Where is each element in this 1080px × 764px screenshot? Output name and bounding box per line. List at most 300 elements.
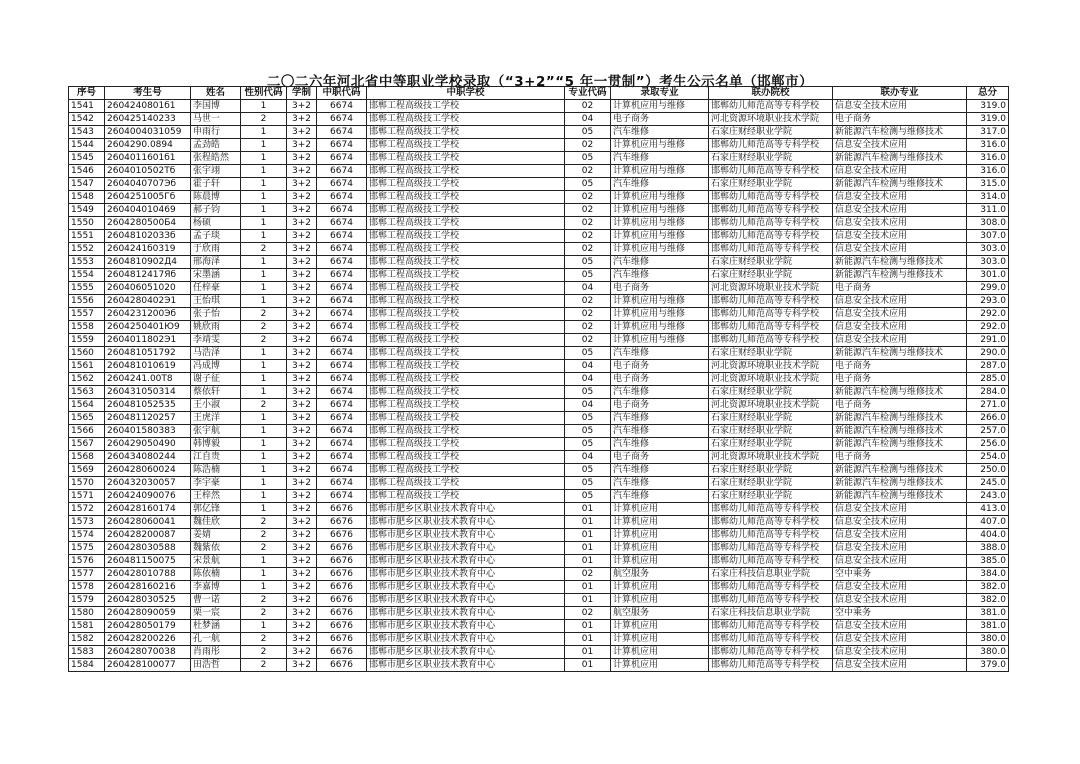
cell-name: 王虎洋 xyxy=(191,412,241,425)
cell-school-code: 6674 xyxy=(317,360,367,373)
cell-program-length: 3+2 xyxy=(287,399,317,412)
table-row xyxy=(69,529,1009,542)
cell-total-score: 303.0 xyxy=(967,243,1009,256)
cell-total-score: 382.0 xyxy=(967,594,1009,607)
cell-partner-major: 信息安全技术应用 xyxy=(833,503,967,516)
cell-program-length: 3+2 xyxy=(287,659,317,672)
cell-partner-college: 邯郸幼儿师范高等专科学校 xyxy=(709,594,833,607)
cell-name: 韩博毅 xyxy=(191,438,241,451)
cell-school-code: 6674 xyxy=(317,477,367,490)
cell-major-code: 04 xyxy=(565,360,611,373)
cell-major: 汽车维修 xyxy=(611,438,709,451)
cell-school-code: 6676 xyxy=(317,607,367,620)
cell-major: 计算机应用与维修 xyxy=(611,217,709,230)
cell-school: 邯郸工程高级技工学校 xyxy=(367,243,565,256)
table-header-row xyxy=(69,87,1009,100)
cell-name: 曹一诺 xyxy=(191,594,241,607)
cell-school: 邯郸市肥乡区职业技术教育中心 xyxy=(367,555,565,568)
cell-index: 1548 xyxy=(69,191,105,204)
table-row xyxy=(69,477,1009,490)
table-row xyxy=(69,139,1009,152)
cell-major: 汽车维修 xyxy=(611,477,709,490)
cell-partner-college: 邯郸幼儿师范高等专科学校 xyxy=(709,308,833,321)
cell-school: 邯郸工程高级技工学校 xyxy=(367,256,565,269)
cell-school-code: 6674 xyxy=(317,139,367,152)
cell-partner-major: 信息安全技术应用 xyxy=(833,516,967,529)
table-row xyxy=(69,581,1009,594)
table-row xyxy=(69,542,1009,555)
table-row xyxy=(69,412,1009,425)
table-row xyxy=(69,438,1009,451)
cell-name: 肖雨彤 xyxy=(191,646,241,659)
cell-partner-major: 空中乘务 xyxy=(833,607,967,620)
cell-name: 姚欣雨 xyxy=(191,321,241,334)
cell-school: 邯郸市肥乡区职业技术教育中心 xyxy=(367,529,565,542)
cell-name: 马世一 xyxy=(191,113,241,126)
cell-exam-number: 260428070038 xyxy=(105,646,191,659)
cell-major-code: 04 xyxy=(565,373,611,386)
table-row xyxy=(69,347,1009,360)
table-row xyxy=(69,516,1009,529)
cell-partner-college: 石家庄财经职业学院 xyxy=(709,269,833,282)
cell-index: 1581 xyxy=(69,620,105,633)
cell-name: 李嘉博 xyxy=(191,581,241,594)
cell-name: 栗一宸 xyxy=(191,607,241,620)
cell-major: 计算机应用与维修 xyxy=(611,230,709,243)
cell-school-code: 6676 xyxy=(317,516,367,529)
cell-major: 计算机应用 xyxy=(611,581,709,594)
cell-partner-major: 新能源汽车检测与维修技术 xyxy=(833,256,967,269)
cell-exam-number: 260481150075 xyxy=(105,555,191,568)
cell-major: 电子商务 xyxy=(611,360,709,373)
cell-program-length: 3+2 xyxy=(287,308,317,321)
cell-exam-number: 260428050179 xyxy=(105,620,191,633)
cell-major-code: 01 xyxy=(565,529,611,542)
cell-index: 1559 xyxy=(69,334,105,347)
table-row xyxy=(69,360,1009,373)
cell-major-code: 01 xyxy=(565,594,611,607)
cell-major-code: 05 xyxy=(565,412,611,425)
cell-index: 1567 xyxy=(69,438,105,451)
cell-partner-college: 邯郸幼儿师范高等专科学校 xyxy=(709,217,833,230)
cell-major-code: 02 xyxy=(565,308,611,321)
cell-total-score: 290.0 xyxy=(967,347,1009,360)
cell-partner-college: 邯郸幼儿师范高等专科学校 xyxy=(709,230,833,243)
cell-exam-number: 260428030525 xyxy=(105,594,191,607)
cell-name: 江自贵 xyxy=(191,451,241,464)
cell-gender-code: 2 xyxy=(241,542,287,555)
cell-program-length: 3+2 xyxy=(287,464,317,477)
cell-exam-number: 2604241.00Т8 xyxy=(105,373,191,386)
cell-partner-major: 信息安全技术应用 xyxy=(833,620,967,633)
cell-index: 1565 xyxy=(69,412,105,425)
cell-school-code: 6676 xyxy=(317,542,367,555)
cell-major: 汽车维修 xyxy=(611,152,709,165)
cell-partner-college: 石家庄财经职业学院 xyxy=(709,412,833,425)
cell-total-score: 243.0 xyxy=(967,490,1009,503)
cell-partner-major: 信息安全技术应用 xyxy=(833,555,967,568)
table-row xyxy=(69,503,1009,516)
cell-index: 1551 xyxy=(69,230,105,243)
cell-school-code: 6674 xyxy=(317,438,367,451)
cell-school: 邯郸工程高级技工学校 xyxy=(367,282,565,295)
cell-program-length: 3+2 xyxy=(287,360,317,373)
cell-school: 邯郸工程高级技工学校 xyxy=(367,126,565,139)
table-row xyxy=(69,230,1009,243)
cell-index: 1560 xyxy=(69,347,105,360)
cell-major: 计算机应用 xyxy=(611,503,709,516)
cell-name: 张程皓然 xyxy=(191,152,241,165)
cell-program-length: 3+2 xyxy=(287,503,317,516)
table-row xyxy=(69,282,1009,295)
cell-partner-college: 邯郸幼儿师范高等专科学校 xyxy=(709,165,833,178)
cell-major-code: 05 xyxy=(565,425,611,438)
cell-index: 1557 xyxy=(69,308,105,321)
table-row xyxy=(69,373,1009,386)
cell-major: 汽车维修 xyxy=(611,347,709,360)
cell-total-score: 299.0 xyxy=(967,282,1009,295)
cell-major: 计算机应用 xyxy=(611,620,709,633)
cell-partner-major: 新能源汽车检测与维修技术 xyxy=(833,464,967,477)
cell-major-code: 05 xyxy=(565,152,611,165)
table-row xyxy=(69,659,1009,672)
table-row xyxy=(69,399,1009,412)
cell-school-code: 6676 xyxy=(317,529,367,542)
cell-exam-number: 2604280402Э1 xyxy=(105,295,191,308)
cell-school-code: 6674 xyxy=(317,347,367,360)
cell-school-code: 6676 xyxy=(317,581,367,594)
table-row xyxy=(69,321,1009,334)
cell-partner-major: 新能源汽车检测与维修技术 xyxy=(833,477,967,490)
cell-school: 邯郸市肥乡区职业技术教育中心 xyxy=(367,594,565,607)
cell-total-score: 266.0 xyxy=(967,412,1009,425)
cell-gender-code: 1 xyxy=(241,451,287,464)
cell-program-length: 3+2 xyxy=(287,256,317,269)
cell-partner-major: 信息安全技术应用 xyxy=(833,191,967,204)
cell-major-code: 05 xyxy=(565,178,611,191)
cell-major-code: 01 xyxy=(565,516,611,529)
cell-total-score: 291.0 xyxy=(967,334,1009,347)
cell-name: 李宇豪 xyxy=(191,477,241,490)
cell-gender-code: 1 xyxy=(241,412,287,425)
cell-exam-number: 260428060041 xyxy=(105,516,191,529)
cell-partner-college: 河北资源环境职业技术学院 xyxy=(709,373,833,386)
cell-gender-code: 1 xyxy=(241,438,287,451)
cell-school-code: 6674 xyxy=(317,321,367,334)
cell-program-length: 3+2 xyxy=(287,594,317,607)
cell-school-code: 6674 xyxy=(317,152,367,165)
cell-total-score: 388.0 xyxy=(967,542,1009,555)
cell-school: 邯郸市肥乡区职业技术教育中心 xyxy=(367,542,565,555)
cell-major: 电子商务 xyxy=(611,282,709,295)
cell-program-length: 3+2 xyxy=(287,646,317,659)
cell-school: 邯郸工程高级技工学校 xyxy=(367,373,565,386)
cell-school: 邯郸工程高级技工学校 xyxy=(367,139,565,152)
cell-name: 陈浩楠 xyxy=(191,464,241,477)
cell-index: 1582 xyxy=(69,633,105,646)
table-row xyxy=(69,217,1009,230)
table-row xyxy=(69,607,1009,620)
table-row xyxy=(69,594,1009,607)
cell-index: 1562 xyxy=(69,373,105,386)
cell-school: 邯郸工程高级技工学校 xyxy=(367,451,565,464)
cell-exam-number: 2604250401Ю9 xyxy=(105,321,191,334)
cell-school: 邯郸工程高级技工学校 xyxy=(367,178,565,191)
cell-major-code: 04 xyxy=(565,399,611,412)
cell-major: 计算机应用 xyxy=(611,555,709,568)
cell-index: 1554 xyxy=(69,269,105,282)
cell-school-code: 6674 xyxy=(317,295,367,308)
cell-partner-major: 新能源汽车检测与维修技术 xyxy=(833,412,967,425)
cell-partner-college: 石家庄财经职业学院 xyxy=(709,347,833,360)
cell-index: 1541 xyxy=(69,100,105,113)
cell-major-code: 01 xyxy=(565,620,611,633)
table-row xyxy=(69,308,1009,321)
cell-partner-major: 电子商务 xyxy=(833,113,967,126)
cell-program-length: 3+2 xyxy=(287,529,317,542)
cell-partner-major: 新能源汽车检测与维修技术 xyxy=(833,178,967,191)
cell-program-length: 3+2 xyxy=(287,347,317,360)
cell-school: 邯郸工程高级技工学校 xyxy=(367,425,565,438)
cell-exam-number: 260428200087 xyxy=(105,529,191,542)
cell-major-code: 01 xyxy=(565,633,611,646)
cell-major-code: 02 xyxy=(565,334,611,347)
cell-major: 计算机应用 xyxy=(611,633,709,646)
cell-major: 计算机应用与维修 xyxy=(611,321,709,334)
table-row xyxy=(69,568,1009,581)
cell-name: 李国博 xyxy=(191,100,241,113)
cell-total-score: 384.0 xyxy=(967,568,1009,581)
cell-program-length: 3+2 xyxy=(287,412,317,425)
cell-name: 杜梦涵 xyxy=(191,620,241,633)
cell-school: 邯郸工程高级技工学校 xyxy=(367,308,565,321)
cell-partner-college: 河北资源环境职业技术学院 xyxy=(709,451,833,464)
table-row xyxy=(69,620,1009,633)
cell-school: 邯郸工程高级技工学校 xyxy=(367,334,565,347)
cell-major: 计算机应用与维修 xyxy=(611,139,709,152)
cell-major-code: 05 xyxy=(565,386,611,399)
cell-name: 魏佳欣 xyxy=(191,516,241,529)
col-header: 中职学校 xyxy=(367,87,565,100)
cell-gender-code: 1 xyxy=(241,152,287,165)
cell-partner-college: 河北资源环境职业技术学院 xyxy=(709,399,833,412)
cell-index: 1545 xyxy=(69,152,105,165)
cell-major-code: 05 xyxy=(565,256,611,269)
table-row xyxy=(69,646,1009,659)
table-row xyxy=(69,386,1009,399)
cell-total-score: 380.0 xyxy=(967,633,1009,646)
cell-school-code: 6674 xyxy=(317,113,367,126)
cell-index: 1543 xyxy=(69,126,105,139)
cell-exam-number: 2604231200Эб xyxy=(105,308,191,321)
cell-gender-code: 1 xyxy=(241,100,287,113)
cell-program-length: 3+2 xyxy=(287,425,317,438)
cell-partner-college: 邯郸幼儿师范高等专科学校 xyxy=(709,334,833,347)
cell-major: 航空服务 xyxy=(611,607,709,620)
cell-major-code: 05 xyxy=(565,477,611,490)
cell-school: 邯郸工程高级技工学校 xyxy=(367,230,565,243)
cell-major: 计算机应用与维修 xyxy=(611,204,709,217)
cell-program-length: 3+2 xyxy=(287,100,317,113)
cell-school: 邯郸工程高级技工学校 xyxy=(367,477,565,490)
cell-name: 孟子琰 xyxy=(191,230,241,243)
col-header: 学制 xyxy=(287,87,317,100)
cell-gender-code: 2 xyxy=(241,633,287,646)
cell-program-length: 3+2 xyxy=(287,217,317,230)
cell-partner-college: 石家庄财经职业学院 xyxy=(709,490,833,503)
cell-major-code: 01 xyxy=(565,646,611,659)
cell-total-score: 311.0 xyxy=(967,204,1009,217)
table-row xyxy=(69,243,1009,256)
cell-index: 1549 xyxy=(69,204,105,217)
cell-exam-number: 260428200226 xyxy=(105,633,191,646)
cell-total-score: 303.0 xyxy=(967,256,1009,269)
cell-name: 王小淑 xyxy=(191,399,241,412)
cell-exam-number: 260429050490 xyxy=(105,438,191,451)
table-row xyxy=(69,152,1009,165)
cell-partner-college: 河北资源环境职业技术学院 xyxy=(709,282,833,295)
cell-name: 谢子征 xyxy=(191,373,241,386)
cell-partner-college: 邯郸幼儿师范高等专科学校 xyxy=(709,659,833,672)
cell-school: 邯郸市肥乡区职业技术教育中心 xyxy=(367,607,565,620)
cell-exam-number: 2604810902Д4 xyxy=(105,256,191,269)
cell-gender-code: 2 xyxy=(241,659,287,672)
cell-school-code: 6674 xyxy=(317,230,367,243)
cell-major: 计算机应用与维修 xyxy=(611,191,709,204)
cell-exam-number: 260481051792 xyxy=(105,347,191,360)
cell-school: 邯郸工程高级技工学校 xyxy=(367,165,565,178)
cell-total-score: 254.0 xyxy=(967,451,1009,464)
cell-name: 张宇翊 xyxy=(191,165,241,178)
cell-gender-code: 1 xyxy=(241,386,287,399)
col-header: 联办专业 xyxy=(833,87,967,100)
cell-index: 1552 xyxy=(69,243,105,256)
cell-partner-college: 邯郸幼儿师范高等专科学校 xyxy=(709,516,833,529)
table-row xyxy=(69,425,1009,438)
cell-exam-number: 2604251005Гб xyxy=(105,191,191,204)
cell-partner-major: 新能源汽车检测与维修技术 xyxy=(833,347,967,360)
cell-exam-number: 2604011601б1 xyxy=(105,152,191,165)
col-header: 录取专业 xyxy=(611,87,709,100)
cell-partner-college: 石家庄财经职业学院 xyxy=(709,386,833,399)
cell-name: 马浩泽 xyxy=(191,347,241,360)
cell-school-code: 6674 xyxy=(317,464,367,477)
cell-partner-major: 信息安全技术应用 xyxy=(833,100,967,113)
cell-partner-major: 空中乘务 xyxy=(833,568,967,581)
table-body xyxy=(69,100,1009,672)
cell-index: 1568 xyxy=(69,451,105,464)
table-row xyxy=(69,204,1009,217)
cell-name: 任梓豪 xyxy=(191,282,241,295)
cell-major: 汽车维修 xyxy=(611,490,709,503)
cell-gender-code: 2 xyxy=(241,516,287,529)
cell-partner-college: 邯郸幼儿师范高等专科学校 xyxy=(709,646,833,659)
cell-index: 1556 xyxy=(69,295,105,308)
cell-program-length: 3+2 xyxy=(287,321,317,334)
cell-total-score: 382.0 xyxy=(967,581,1009,594)
cell-school-code: 6676 xyxy=(317,659,367,672)
cell-total-score: 250.0 xyxy=(967,464,1009,477)
cell-major-code: 02 xyxy=(565,230,611,243)
cell-school-code: 6674 xyxy=(317,100,367,113)
cell-gender-code: 1 xyxy=(241,295,287,308)
cell-name: 宋墨涵 xyxy=(191,269,241,282)
cell-exam-number: 260428030588 xyxy=(105,542,191,555)
cell-index: 1579 xyxy=(69,594,105,607)
cell-gender-code: 1 xyxy=(241,256,287,269)
cell-index: 1583 xyxy=(69,646,105,659)
cell-exam-number: 260481120257 xyxy=(105,412,191,425)
cell-major: 计算机应用 xyxy=(611,529,709,542)
cell-partner-college: 石家庄财经职业学院 xyxy=(709,152,833,165)
cell-total-score: 381.0 xyxy=(967,607,1009,620)
cell-exam-number: 2604290.0894 xyxy=(105,139,191,152)
cell-gender-code: 1 xyxy=(241,204,287,217)
cell-partner-major: 信息安全技术应用 xyxy=(833,594,967,607)
cell-school: 邯郸市肥乡区职业技术教育中心 xyxy=(367,503,565,516)
cell-index: 1571 xyxy=(69,490,105,503)
table-row xyxy=(69,633,1009,646)
cell-major-code: 01 xyxy=(565,659,611,672)
cell-major: 电子商务 xyxy=(611,399,709,412)
cell-major-code: 02 xyxy=(565,217,611,230)
cell-name: 郭亿锋 xyxy=(191,503,241,516)
cell-partner-college: 邯郸幼儿师范高等专科学校 xyxy=(709,542,833,555)
cell-index: 1566 xyxy=(69,425,105,438)
cell-gender-code: 1 xyxy=(241,373,287,386)
cell-gender-code: 2 xyxy=(241,334,287,347)
cell-total-score: 285.0 xyxy=(967,373,1009,386)
cell-gender-code: 1 xyxy=(241,230,287,243)
cell-total-score: 292.0 xyxy=(967,321,1009,334)
cell-name: 陈晨博 xyxy=(191,191,241,204)
cell-program-length: 3+2 xyxy=(287,243,317,256)
cell-major-code: 02 xyxy=(565,568,611,581)
cell-major-code: 05 xyxy=(565,438,611,451)
cell-school: 邯郸工程高级技工学校 xyxy=(367,269,565,282)
cell-name: 张子怡 xyxy=(191,308,241,321)
cell-name: 申雨行 xyxy=(191,126,241,139)
cell-gender-code: 2 xyxy=(241,594,287,607)
table-row xyxy=(69,191,1009,204)
cell-total-score: 413.0 xyxy=(967,503,1009,516)
cell-index: 1578 xyxy=(69,581,105,594)
cell-major: 汽车维修 xyxy=(611,412,709,425)
cell-gender-code: 1 xyxy=(241,347,287,360)
cell-school-code: 6674 xyxy=(317,256,367,269)
cell-exam-number: 260428160174 xyxy=(105,503,191,516)
cell-school: 邯郸工程高级技工学校 xyxy=(367,464,565,477)
cell-total-score: 385.0 xyxy=(967,555,1009,568)
cell-major: 电子商务 xyxy=(611,373,709,386)
cell-partner-major: 信息安全技术应用 xyxy=(833,659,967,672)
col-header: 中职代码 xyxy=(317,87,367,100)
cell-gender-code: 1 xyxy=(241,477,287,490)
cell-partner-major: 信息安全技术应用 xyxy=(833,646,967,659)
col-header: 考生号 xyxy=(105,87,191,100)
cell-name: 姜婧 xyxy=(191,529,241,542)
cell-major: 电子商务 xyxy=(611,451,709,464)
cell-program-length: 3+2 xyxy=(287,165,317,178)
cell-program-length: 3+2 xyxy=(287,113,317,126)
cell-index: 1575 xyxy=(69,542,105,555)
cell-exam-number: 260481010619 xyxy=(105,360,191,373)
cell-exam-number: 2604004031059 xyxy=(105,126,191,139)
cell-program-length: 3+2 xyxy=(287,152,317,165)
cell-school-code: 6674 xyxy=(317,178,367,191)
cell-total-score: 316.0 xyxy=(967,139,1009,152)
cell-partner-college: 邯郸幼儿师范高等专科学校 xyxy=(709,321,833,334)
